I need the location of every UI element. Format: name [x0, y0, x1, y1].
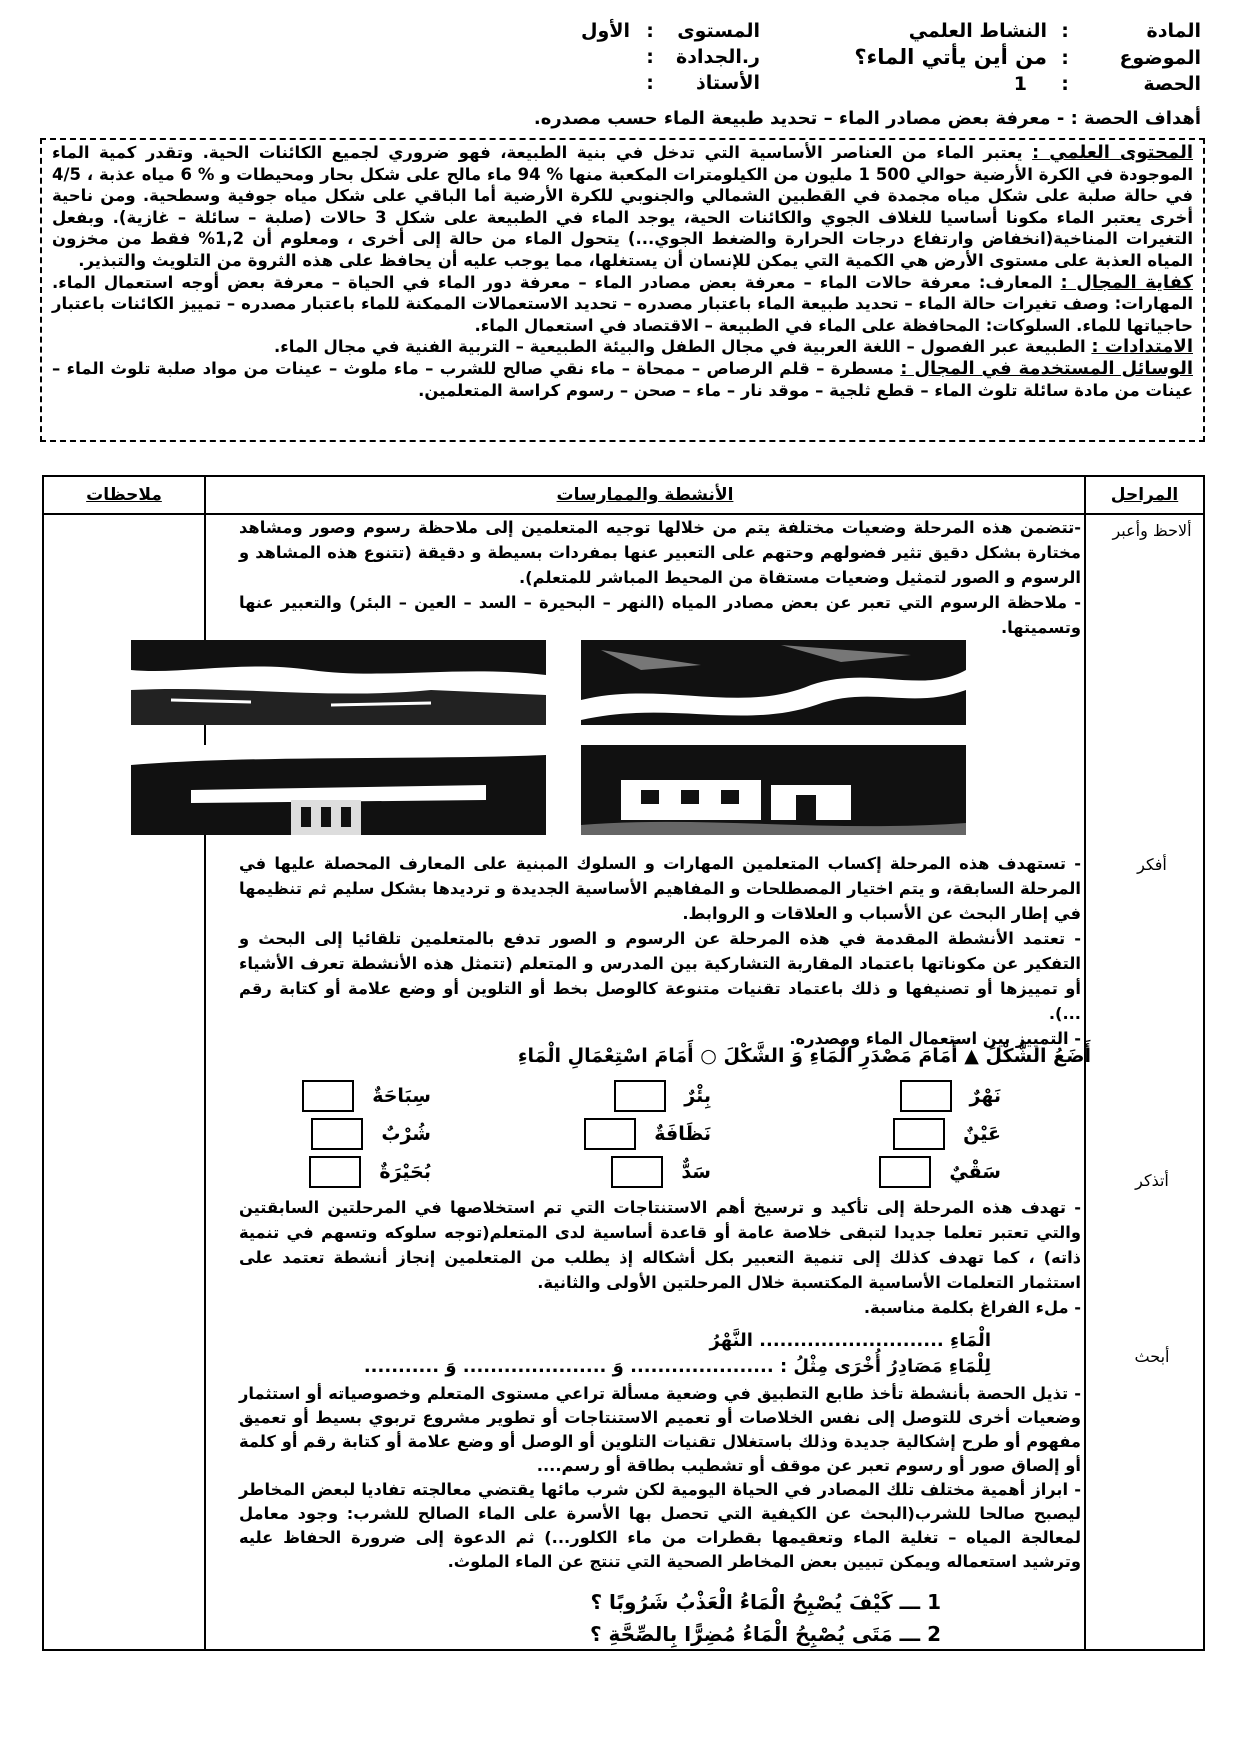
tools-paragraph [52, 358, 1193, 401]
exercise-item: نَظَافَةٌ [584, 1118, 711, 1150]
answer-box[interactable] [311, 1118, 363, 1150]
question-2: 2 ـــ مَتَى يُصْبِحُ الْمَاءُ مُضِرًّا بِالصِّحَّةِ ؟ [589, 1622, 941, 1646]
col-header-stages: المراحل [1110, 485, 1179, 505]
col-header-notes: ملاحظات [86, 485, 162, 505]
think-text-2: - تعتمد الأنشطة المقدمة في هذه المرحلة عن الرسوم و الصور تدفع بالمتعلمين تلقائيا إلى البحث و التفكير عن مكوناتها باعتماد المقاربة التشاركية بين المدرس و المتعلم (تتمثل هذه الأنشطة تعرف الأشياء أو تمييزها أو تصنيفها و ذلك باعتماد تقنيات متنوعة كالوصل بخط أو التلوين أو وضع علامة أو كتابة رقم ...). [239, 929, 1081, 1023]
topic-value: من أين يأتي الماء؟ [854, 45, 1047, 69]
exercise-item: سَقْيٌ [879, 1156, 1001, 1188]
scientific-content-box [40, 138, 1205, 442]
school-row: ر.الجدادة : [646, 46, 760, 68]
think-text-1: - تستهدف هذه المرحلة إكساب المتعلمين المهارات و السلوك المبنية على المعارف المحصلة عليها في المرحلة السابقة، و يتم اختيار المصطلحات و المفاهيم الأساسية الجديدة و ترديدها بشكل سليم ثم تنظيمها في إطار البحث عن الأسباب و العلاقات و الروابط. [239, 854, 1081, 923]
session-goals [534, 108, 1201, 129]
observe-block [239, 515, 1081, 640]
remember-text-2: - ملء الفراغ بكلمة مناسبة. [863, 1298, 1081, 1317]
fill-blank-2: لِلْمَاءِ مَصَادِرُ أُخْرَى مِثْلُ : ..................... وَ ..................... وَ ........... [363, 1356, 991, 1377]
question-1: 1 ـــ كَيْفَ يُصْبِحُ الْمَاءُ الْعَذْبُ شَرُوبًا ؟ [590, 1590, 941, 1614]
observe-text-1: -تتضمن هذه المرحلة وضعيات مختلفة يتم من خلالها توجيه المتعلمين إلى ملاحظة رسوم وصور ومشاهد مختارة بشكل دقيق تثير فضولهم وحتهم على التعبير عنها بمفردات بسيطة و دقيقة (تتنوع هذه المشاهد و الرسوم و الصور لتمثيل وضعيات مستقاة من المحيط المباشر للمتعلم). [239, 518, 1081, 587]
photo-dam [131, 745, 546, 835]
search-text-2: - ابراز أهمية مختلف تلك المصادر في الحياة اليومية لكن شرب مائها يقتضي معالجته تفاديا لبعض المخاطر ليصبح صالحا للشرب(البحث عن الكيفية التي تحصل بها الأسرة على الماء الصالح للشرب: وجود معامل لمعالجة المياه – تغلية الماء وتعقيمها بقطرات من ماء الكلور...) ثم الدعوة إلى ضرورة الحفاظ عليه وترشيد استعماله ويمكن تبيين بعض المخاطر الصحية التي تنتج عن الماء الملوث. [239, 1480, 1081, 1571]
exercise-item: سِبَاحَةٌ [302, 1080, 431, 1112]
answer-box[interactable] [893, 1118, 945, 1150]
think-text-3: - التمييز بين استعمال الماء ومصدره. [789, 1029, 1081, 1048]
subject-row: المادة : النشاط العلمي [908, 20, 1201, 42]
scientific-label: المحتوى العلمي : [1032, 142, 1194, 163]
session-value: 1 [1013, 73, 1027, 95]
level-row: المستوى : الأول [581, 20, 760, 42]
extensions-label: الامتدادات : [1091, 336, 1193, 358]
subject-value: النشاط العلمي [908, 20, 1047, 42]
competence-paragraph [52, 272, 1193, 337]
stage-observe: ألاحظ وأعبر [1112, 521, 1192, 540]
answer-box[interactable] [309, 1156, 361, 1188]
level-value: الأول [581, 20, 630, 42]
scientific-text: يعتبر الماء من العناصر الأساسية التي تدخل في بنية الطبيعة، فهو ضروري لجميع الكائنات الحية. وتقدر كمية الماء الموجودة في الكرة الأرضية حوالي 500 1 مليون من الكيلومترات المكعبة منها % 94 ماء مالح على شكل بحار ومحيطات و % 6 مياه عذبة ، 4/5 في حالة صلبة على شكل مياه مجمدة في القطبين الشمالي والجنوبي للكرة الأرضية أما الباقي على شكل مياه جوفية وسطحية. ومن ناحية أخرى يعتبر الماء مكونا أساسيا للغلاف الجوي والكائنات الحية، يوجد الماء في الطبيعة على شكل 3 حالات (صلبة – سائلة – غازية). وبفعل التغيرات المناخية(انخفاض وارتفاع درجات الحرارة والضغط الجوي...) يتحول الماء من حالة إلى أخرى ، ومعلوم أن 1,2% فقط من مخزون المياه العذبة على مستوى الأرض هي الكمية التي يمكن للإنسان أن يستغلها، مما يوجب عليه أن يحافظ على هذه الثروة من التلويث والتبذير. [52, 143, 1194, 270]
answer-box[interactable] [614, 1080, 666, 1112]
search-text-1: - تذيل الحصة بأنشطة تأخذ طابع التطبيق في وضعية مسألة تراعي مستوى المتعلم وخصوصياته أو استثمار وضعيات أخرى للتوصل إلى نفس الخلاصات أو تعميم الاستنتاجات أو تطوير مشروع تربوي بسيط أو تعميق مفهوم أو طرح إشكالية جديدة وذلك باستغلال تقنيات التلوين أو الوصل أو وضع علامة أو كتابة رقم أو كلمة أو إلصاق صور أو رسوم تعبر عن موقف أو تشطيب بطاقة أو رسم.... [239, 1384, 1081, 1475]
teacher-label: الأستاذ [696, 72, 760, 94]
search-block [239, 1382, 1081, 1574]
competence-text: المعارف: معرفة حالات الماء – معرفة بعض مصادر الماء – معرفة دور الماء في الحياة – معرفة بعض أوجه استعمال الماء. المهارات: وصف تغيرات حالة الماء – تحديد طبيعة الماء باعتبار مصدره – تحديد الاستعمالات الممكنة للماء باعتبار مصدره – تمييز الكائنات باعتبار حاجياتها للماء. السلوكات: المحافظة على الماء في الطبيعة – الاقتصاد في استعمال الماء. [52, 272, 1193, 335]
water-sources-photos [126, 640, 966, 835]
subject-label: المادة [1146, 20, 1201, 42]
level-label: المستوى [677, 20, 760, 42]
goals-value: - معرفة بعض مصادر الماء – تحديد طبيعة الماء حسب مصدره. [533, 108, 1065, 129]
topic-label: الموضوع [1119, 47, 1201, 69]
tools-label: الوسائل المستخدمة في المجال : [900, 357, 1193, 379]
session-row: الحصة : 1 [1013, 73, 1201, 95]
extensions-paragraph [52, 336, 1193, 358]
exercise-item: نَهْرٌ [900, 1080, 1002, 1112]
extensions-text: الطبيعة عبر الفصول – اللغة العربية في مجال الطفل والبيئة الطبيعية – التربية الفنية في مجال الماء. [274, 337, 1086, 357]
fill-blank-1: الْمَاءِ ........................... النَّهْرُ [709, 1330, 991, 1351]
stage-think: أفكر [1137, 855, 1167, 874]
think-block [239, 851, 1081, 1051]
goals-label: أهداف الحصة : [1070, 108, 1201, 129]
remember-text-1: - تهدف هذه المرحلة إلى تأكيد و ترسيخ أهم الاستنتاجات التي تم استخلاصها في المرحلتين السابقتين والتي تعتبر تعلما جديدا لتبقى خلاصة عامة أو قاعدة أساسية لدى المتعلم(توجه سلوكه وتسهم في تنمية ذاته) ، كما تهدف كذلك إلى تنمية التعبير بكل أشكاله إذ يطلب من المتعلمين إنجاز أنشطة تعتمد على استثمار التعلمات الأساسية المكتسبة خلال المرحلتين الأولى والثانية. [239, 1198, 1081, 1292]
exercise-item: عَيْنٌ [893, 1118, 1001, 1150]
answer-box[interactable] [584, 1118, 636, 1150]
answer-box[interactable] [879, 1156, 931, 1188]
answer-box[interactable] [302, 1080, 354, 1112]
tools-text: مسطرة – قلم الرصاص – ممحاة – ماء نقي صالح للشرب – ماء ملوث – عينات من مواد صلبة تلوث الماء – عينات من مادة سائلة تلوث الماء – قطع ثلجية – موقد نار – ماء – صحن – رسوم كراسة المتعلمين. [52, 358, 1193, 400]
exercise-grid [221, 1080, 1001, 1190]
topic-row: الموضوع : من أين يأتي الماء؟ [854, 45, 1201, 69]
remember-block [239, 1195, 1081, 1320]
exercise-item: بِئْرٌ [614, 1080, 711, 1112]
scientific-paragraph [52, 142, 1193, 272]
photo-lake [131, 640, 546, 725]
photo-well-house [581, 745, 966, 835]
competence-label: كفاية المجال : [1060, 271, 1194, 293]
answer-box[interactable] [900, 1080, 952, 1112]
school-value: ر.الجدادة [676, 46, 760, 68]
header-left [500, 18, 760, 96]
observe-text-2: - ملاحظة الرسوم التي تعبر عن بعض مصادر المياه (النهر – البحيرة – السد – العين – البئر) والتعبير عنها وتسميتها. [239, 593, 1081, 637]
col-header-activities: الأنشطة والممارسات [556, 485, 734, 505]
answer-box[interactable] [611, 1156, 663, 1188]
exercise-item: بُحَيْرَةٌ [309, 1156, 431, 1188]
stage-search: أبحث [1134, 1347, 1170, 1366]
exercise-item: سَدٌّ [611, 1156, 711, 1188]
exercise-item: شُرْبٌ [311, 1118, 431, 1150]
photo-river [581, 640, 966, 725]
session-label: الحصة [1143, 73, 1201, 95]
exercise-instruction: أَضَعُ الشَّكْلَ ▲ أَمَامَ مَصْدَرِ الْمَاءِ وَ الشَّكْلَ ○ أَمَامَ اسْتِعْمَالِ الْمَاءِ [517, 1045, 1091, 1067]
stage-remember: أتذكر [1135, 1171, 1169, 1190]
teacher-row: الأستاذ : [646, 72, 760, 94]
